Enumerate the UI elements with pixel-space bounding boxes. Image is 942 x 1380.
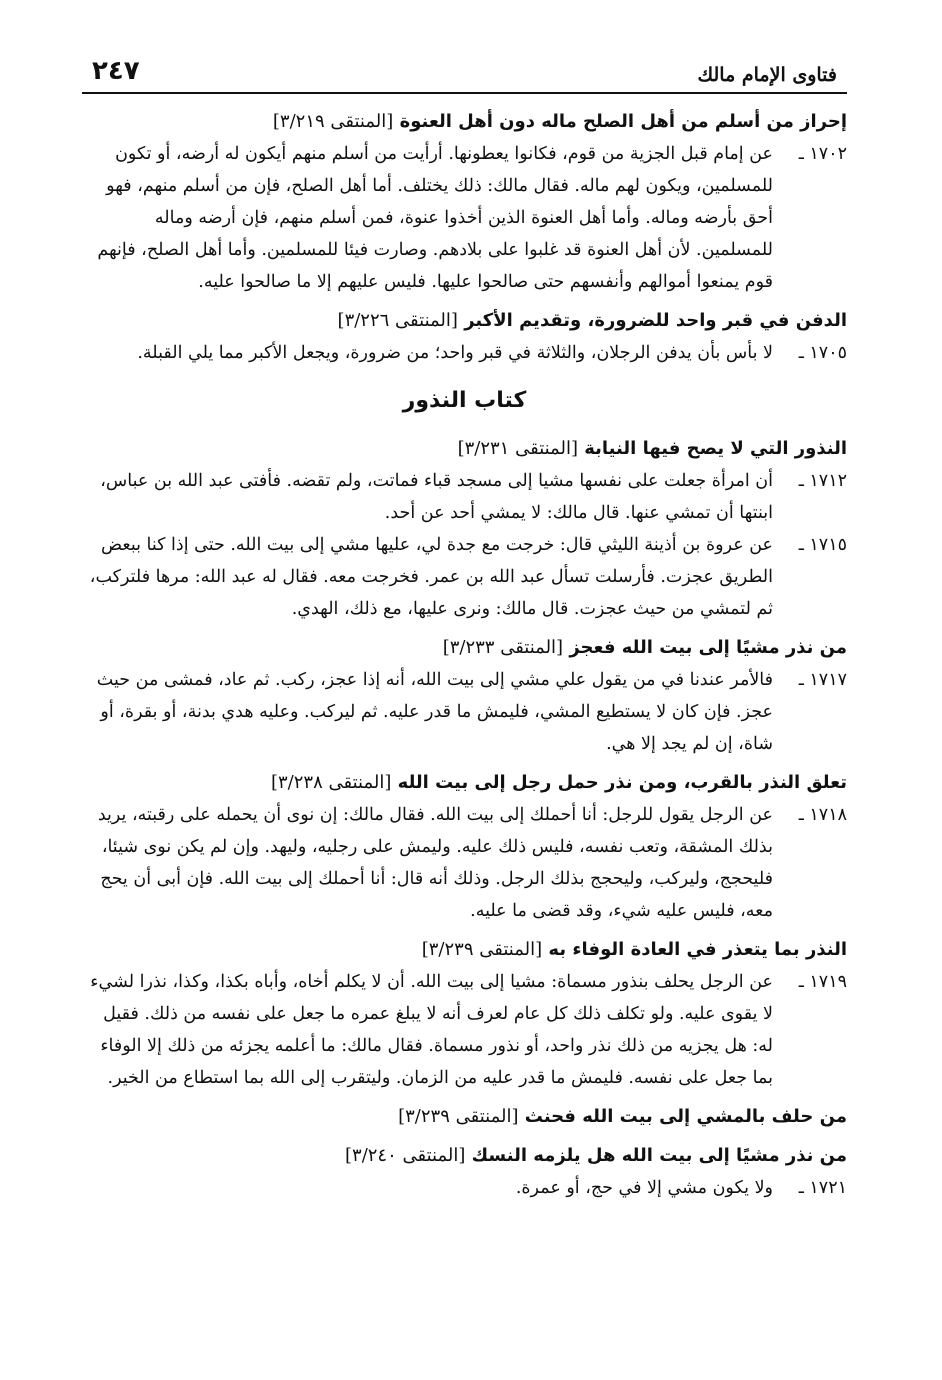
heading-text: تعلق النذر بالقرب، ومن نذر حمل رجل إلى بيت الله: [397, 772, 847, 793]
section-heading: [82, 767, 847, 799]
page-number: ٢٤٧: [92, 56, 140, 86]
section-dafn: [82, 305, 847, 369]
section-qurb: [82, 767, 847, 927]
running-title: فتاوى الإمام مالك: [697, 64, 837, 86]
entry-text: فالأمر عندنا في من يقول علي مشي إلى بيت الله، أنه إذا عجز، ركب. ثم عاد، فمشى من حيث عجز. فإن كان لا يستطيع المشي، فليمش ما قدر عليه. ثم ليركب. وعليه هدي بدنة، أو بقرة، أو شاة، إن لم يجد إلا هي.: [96, 670, 773, 754]
section-heading: [82, 106, 847, 138]
heading-text: من نذر مشيًا إلى بيت الله فعجز: [569, 637, 847, 658]
entry-1705: [82, 337, 847, 369]
entry-text: أن امرأة جعلت على نفسها مشيا إلى مسجد قباء فماتت، ولم تقضه. فأفتى عبد الله بن عباس، ابنتها أن تمشي عنها. قال مالك: لا يمشي أحد عن أحد.: [100, 471, 773, 523]
entry-number: ١٧١٢ ـ: [798, 471, 847, 491]
entry-1721: [82, 1172, 847, 1204]
source-reference: [المنتقى ٣/٢٣٩]: [421, 939, 543, 960]
entry-number: ١٧١٥ ـ: [798, 535, 847, 555]
entry-1718: [82, 799, 847, 927]
running-head: [82, 56, 847, 94]
entry-number: ١٧١٧ ـ: [798, 670, 847, 690]
entry-1717: [82, 664, 847, 760]
source-reference: [المنتقى ٣/٢٣١]: [457, 438, 578, 459]
entry-number: ١٧٢١ ـ: [798, 1178, 847, 1198]
source-reference: [المنتقى ٣/٢٣٨]: [270, 772, 392, 793]
entry-text: عن الرجل يقول للرجل: أنا أحملك إلى بيت الله. فقال مالك: إن نوى أن يحمله على رقبته، يريد بذلك المشقة، وتعب نفسه، فليس ذلك عليه. وليمش على رجليه، وليهد. وإن لم يكن نوى شيئا، فليحجج، وليركب، وليحجج بذلك الرجل. وذلك أنه قال: أنا أحملك إلى بيت الله. فإن أبى أن يحج معه، فليس عليه شيء، وقد قضى ما عليه.: [97, 805, 773, 921]
entry-text: عن الرجل يحلف بنذور مسماة: مشيا إلى بيت الله. أن لا يكلم أخاه، وأباه بكذا، وكذا، نذرا لشيء لا يقوى عليه. ولو تكلف ذلك كل عام لعرف أنه لا يبلغ عمره ما جعل على نفسه من ذلك. فقيل له: هل يجزيه من ذلك نذر واحد، أو نذور مسماة. فقال مالك: ما أعلمه يجزئه من ذلك إلا الوفاء بما جعل على نفسه. فليمش ما قدر عليه من الزمان. وليتقرب إلى الله بما استطاع من الخير.: [90, 972, 773, 1088]
heading-text: من حلف بالمشي إلى بيت الله فحنث: [524, 1106, 847, 1127]
book-title: كتاب النذور: [402, 388, 527, 413]
section-heading: [82, 433, 847, 465]
source-reference: [المنتقى ٣/٢٢٦]: [337, 310, 458, 331]
source-reference: [المنتقى ٣/٢٣٣]: [442, 637, 564, 658]
heading-text: النذور التي لا يصح فيها النيابة: [584, 438, 847, 459]
source-reference: [المنتقى ٣/٢١٩]: [272, 111, 394, 132]
source-reference: [المنتقى ٣/٢٣٩]: [398, 1106, 519, 1127]
section-ihraz: [82, 106, 847, 298]
entry-text: لا بأس بأن يدفن الرجلان، والثلاثة في قبر واحد؛ من ضرورة، ويجعل الأكبر مما يلي القبلة.: [137, 343, 773, 363]
section-nusuk: [82, 1140, 847, 1204]
entry-1715: [82, 529, 847, 625]
heading-text: الدفن في قبر واحد للضرورة، وتقديم الأكبر: [464, 310, 847, 331]
entry-number: ١٧٠٥ ـ: [798, 343, 847, 363]
section-heading: [82, 305, 847, 337]
entry-text: عن إمام قبل الجزية من قوم، فكانوا يعطونها. أرأيت من أسلم منهم أيكون له أرضه، أو تكون للمسلمين، ويكون لهم ماله. فقال مالك: ذلك يختلف. أما أهل الصلح، فإن من أسلم منهم، فهو أحق بأرضه وماله. وأما أهل العنوة الذين أخذوا عنوة، فمن أسلم منهم، فإن أرضه وماله للمسلمين. لأن أهل العنوة قد غلبوا على بلادهم. وصارت فيئا للمسلمين. وأما أهل الصلح، فإنهم قوم يمنعوا أموالهم وأنفسهم حتى صالحوا عليها. فليس عليهم إلا ما صالحوا عليه.: [97, 144, 773, 292]
entry-1702: [82, 138, 847, 298]
entry-number: ١٧٠٢ ـ: [798, 144, 847, 164]
section-heading: [82, 934, 847, 966]
entry-text: عن عروة بن أذينة الليثي قال: خرجت مع جدة لي، عليها مشي إلى بيت الله. حتى إذا كنا ببعض الطريق عجزت. فأرسلت تسأل عبد الله بن عمر. فخرجت معه. فقال له عبد الله: مرها فلتركب، ثم لتمشي من حيث عجزت. قال مالك: ونرى عليها، مع ذلك، الهدي.: [89, 535, 773, 619]
section-hinth: [82, 1101, 847, 1133]
heading-text: من نذر مشيًا إلى بيت الله هل يلزمه النسك: [471, 1145, 847, 1166]
heading-text: النذر بما يتعذر في العادة الوفاء به: [548, 939, 847, 960]
entry-text: ولا يكون مشي إلا في حج، أو عمرة.: [515, 1178, 773, 1198]
entry-number: ١٧١٩ ـ: [798, 972, 847, 992]
entry-number: ١٧١٨ ـ: [798, 805, 847, 825]
entry-1712: [82, 465, 847, 529]
section-heading: [82, 1140, 847, 1172]
section-taadhur: [82, 934, 847, 1094]
page-content: [82, 94, 847, 1204]
section-heading: [82, 632, 847, 664]
section-heading: [82, 1101, 847, 1133]
section-niyaba: [82, 433, 847, 625]
source-reference: [المنتقى ٣/٢٤٠]: [345, 1145, 466, 1166]
entry-1719: [82, 966, 847, 1094]
heading-text: إحراز من أسلم من أهل الصلح ماله دون أهل العنوة: [399, 111, 847, 132]
section-ajz: [82, 632, 847, 760]
